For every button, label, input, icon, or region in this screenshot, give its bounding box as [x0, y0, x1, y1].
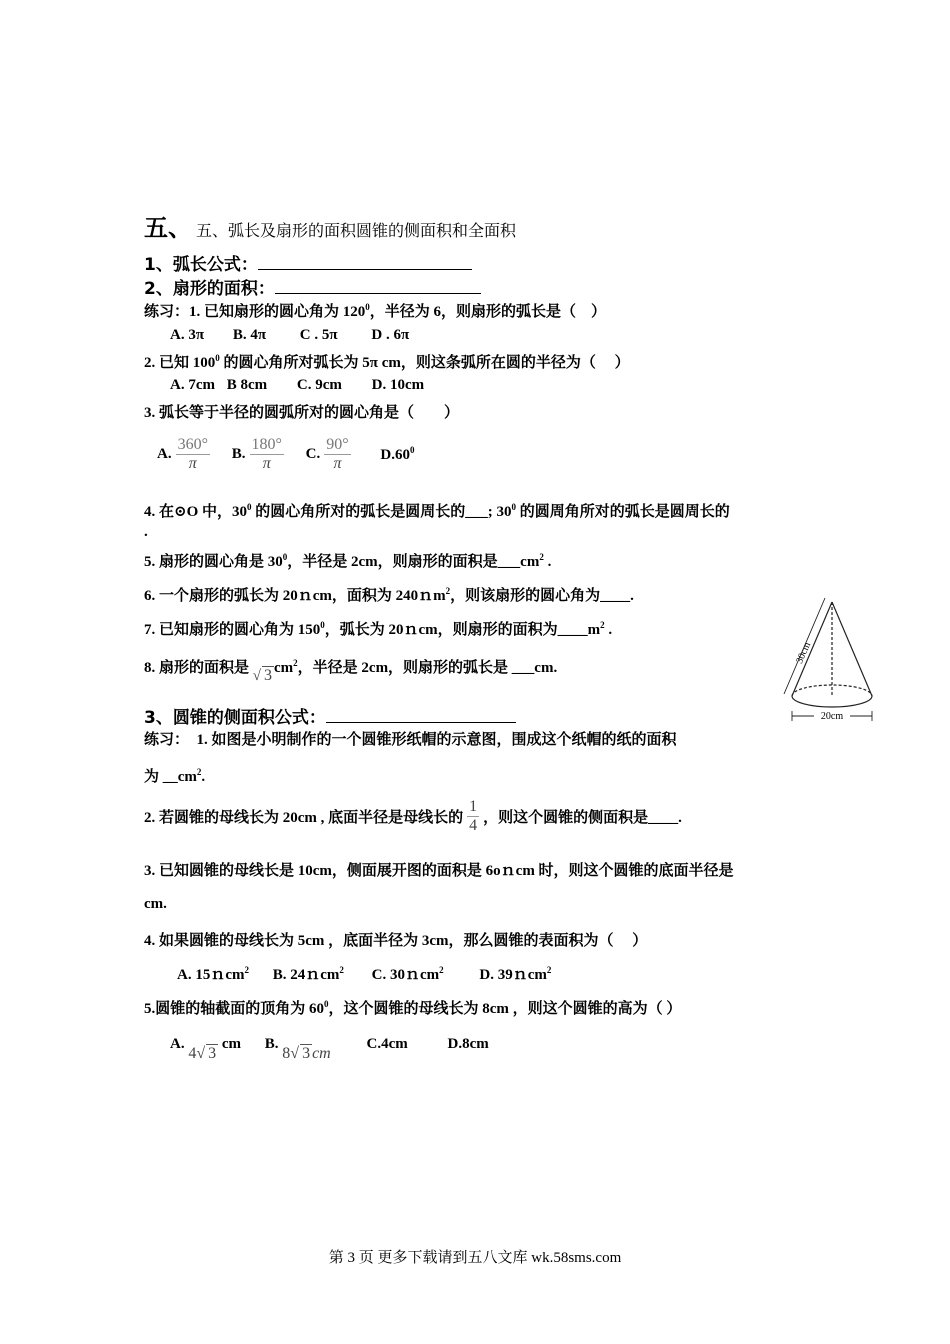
q1-option-a[interactable]: A. 3π — [170, 327, 205, 343]
q2-option-c[interactable]: C. 9cm — [296, 377, 342, 393]
cone-left-edge — [792, 602, 832, 696]
q8-radicand: 3 — [264, 667, 272, 684]
cq4-b-text: B. 24ｎcm — [272, 967, 340, 983]
cq5-tail: ，这个圆锥的母线长为 8cm ，则这个圆锥的高为（ ） — [328, 1001, 682, 1017]
cq1-sup: 2 — [196, 767, 202, 777]
q4-sup1: 0 — [247, 502, 252, 512]
cq4-option-c[interactable] — [372, 967, 444, 983]
cq2-num: 1 — [469, 798, 478, 815]
sector-formula-blank[interactable] — [275, 277, 481, 294]
question-6 — [144, 584, 634, 605]
slant-length-label: 30cm — [794, 640, 814, 666]
cq2-den: 4 — [469, 817, 478, 834]
cone-question-1: 练习： 1. 如图是小明制作的一个圆锥形纸帽的示意图，围成这个纸帽的纸的面积 — [144, 732, 677, 748]
cq4-c-sup: 2 — [439, 965, 444, 975]
cone-formula-line — [144, 703, 516, 728]
q3-c-fraction — [324, 436, 350, 473]
cone-formula-blank[interactable] — [326, 706, 516, 723]
q1-option-b[interactable]: B. 4π — [232, 327, 267, 343]
q1-sup: 0 — [365, 302, 370, 312]
cq5-option-c[interactable]: C.4cm — [366, 1036, 408, 1052]
cq5-option-d[interactable]: D.8cm — [447, 1036, 489, 1052]
cq5-sup: 0 — [324, 999, 329, 1009]
cq4-option-a[interactable] — [177, 967, 249, 983]
cq4-b-sup: 2 — [339, 965, 344, 975]
q3-b-num: 180° — [251, 436, 282, 453]
cq2-tail: ，则这个圆锥的侧面积是____. — [483, 810, 682, 826]
page-footer: 第 3 页 更多下载请到五八文库 wk.58sms.com — [328, 1250, 622, 1266]
cone-question-4: 4. 如果圆锥的母线长为 5cm ，底面半径为 3cm，那么圆锥的表面积为（ ） — [144, 933, 648, 949]
question-7 — [144, 618, 612, 639]
section-heading — [144, 208, 516, 243]
q6-sup: 2 — [445, 586, 451, 596]
cq5-b-unit: cm — [312, 1045, 331, 1062]
cq4-option-b[interactable] — [273, 967, 344, 983]
q3-options — [157, 436, 415, 473]
cq2-text: 2. 若圆锥的母线长为 20cm , 底面半径是母线长的 — [144, 810, 464, 826]
cq4-option-d[interactable] — [479, 967, 551, 983]
q3-option-d[interactable] — [380, 447, 414, 463]
q7-tail: ，弧长为 20ｎcm，则扇形的面积为____m — [324, 622, 601, 638]
q8-sup: 2 — [293, 658, 298, 668]
q6-tail: ，则该扇形的圆心角为____. — [450, 588, 634, 604]
cq1-text: 为 __cm — [144, 769, 197, 785]
q7-text: 7. 已知扇形的圆心角为 150 — [144, 622, 321, 638]
q3-b-fraction — [250, 436, 284, 473]
cone-formula-label: 3、圆锥的侧面积公式： — [144, 708, 326, 728]
q2-sup: 0 — [215, 353, 220, 363]
sector-formula-line — [144, 274, 481, 299]
question-5 — [144, 550, 551, 571]
cq2-fraction — [467, 798, 479, 835]
q3-c-den: π — [333, 455, 342, 472]
question-4 — [144, 500, 730, 521]
q1-tail: ，半径为 6，则扇形的弧长是（ ） — [369, 304, 607, 320]
q1-text: 练习：1. 已知扇形的圆心角为 120 — [144, 304, 366, 320]
q2-tail: 的圆心角所对弧长为 5π cm，则这条弧所在圆的半径为（ ） — [219, 355, 630, 371]
question-2 — [144, 351, 630, 372]
cone-question-3: 3. 已知圆锥的母线长是 10cm，侧面展开图的面积是 6oｎcm 时，则这个圆锥的底面半径是 — [144, 863, 734, 879]
q3-c-label: C. — [305, 445, 321, 462]
cone-diagram — [770, 592, 890, 727]
cq5-options — [170, 1034, 489, 1062]
q3-d-label: D.60 — [380, 447, 411, 463]
q3-c-num: 90° — [326, 436, 349, 453]
cq5-a-label: A. — [170, 1036, 185, 1052]
q2-option-d[interactable]: D. 10cm — [371, 377, 425, 393]
q8-text: 8. 扇形的面积是 — [144, 660, 250, 676]
q4-part2: 的圆心角所对的弧长是圆周长的___; 30 — [251, 504, 512, 520]
cq5-b-label: B. — [264, 1036, 279, 1052]
base-length-label: 20cm — [820, 711, 844, 722]
q5-sup2: 2 — [539, 552, 544, 562]
q3-b-label: B. — [231, 445, 246, 462]
q2-option-a[interactable]: A. 7cm — [170, 377, 215, 393]
cq5-a-radicand: 3 — [208, 1045, 217, 1062]
q2-text: 2. 已知 100 — [144, 355, 216, 371]
cq5-option-b[interactable]: B. 8√ 3 cm — [264, 1036, 331, 1062]
arc-formula-blank[interactable] — [258, 253, 472, 270]
q4-part1: 4. 在⊙O 中，30 — [144, 504, 247, 520]
cq4-a-text: A. 15ｎcm — [177, 967, 245, 983]
q7-sup2: 2 — [600, 620, 605, 630]
section-title: 五、弧长及扇形的面积圆锥的侧面积和全面积 — [196, 223, 517, 240]
cone-question-1-cont — [144, 765, 205, 786]
q3-a-label: A. — [157, 445, 172, 462]
q3-a-den: π — [188, 455, 197, 472]
q8-end: ，半径是 2cm，则扇形的弧长是 ___cm. — [297, 660, 558, 676]
q3-b-den: π — [262, 455, 271, 472]
q3-option-b[interactable] — [231, 436, 292, 472]
question-3: 3. 弧长等于半径的圆弧所对的圆心角是（ ） — [144, 405, 460, 421]
question-1 — [144, 300, 606, 321]
q1-options — [170, 327, 409, 344]
cq4-c-text: C. 30ｎcm — [371, 967, 440, 983]
q5-tail: ，半径是 2cm，则扇形的面积是___cm — [287, 554, 540, 570]
q3-a-num: 360° — [177, 436, 208, 453]
q5-end: . — [543, 554, 552, 570]
q4-trailing-dot: . — [144, 524, 148, 540]
cq5-b-radicand: 3 — [302, 1045, 311, 1062]
cq5-option-a[interactable]: A. 4√ 3 cm — [170, 1036, 242, 1062]
q4-sup2: 0 — [511, 502, 516, 512]
q3-option-c[interactable] — [305, 436, 359, 472]
cq4-options — [177, 963, 551, 984]
q1-option-c[interactable]: C . 5π — [299, 327, 338, 343]
q6-text: 6. 一个扇形的弧长为 20ｎcm，面积为 240ｎm — [144, 588, 446, 604]
cq4-a-sup: 2 — [244, 965, 249, 975]
cq1-end: . — [201, 769, 206, 785]
cq4-d-sup: 2 — [546, 965, 552, 975]
sector-formula-label: 2、扇形的面积： — [144, 279, 275, 299]
cq4-d-text: D. 39ｎcm — [479, 967, 547, 983]
q5-sup: 0 — [282, 552, 288, 562]
cone-question-2 — [144, 798, 682, 835]
q8-unit: cm — [274, 660, 294, 676]
q7-end: . — [604, 622, 613, 638]
cq5-a-unit: cm — [221, 1036, 242, 1052]
cq5-b-coef: 8 — [282, 1045, 291, 1062]
cone-question-5 — [144, 997, 681, 1018]
q2-option-b[interactable]: B 8cm — [226, 377, 268, 393]
q2-options — [170, 377, 424, 394]
cq5-a-coef: 4 — [188, 1045, 197, 1062]
arc-formula-line — [144, 250, 472, 275]
q1-option-d[interactable]: D . 6π — [371, 327, 410, 343]
cone-right-edge — [832, 602, 872, 696]
q3-option-a[interactable] — [157, 436, 218, 472]
section-big-char: 五、 — [144, 216, 192, 242]
q7-sup: 0 — [320, 620, 325, 630]
cq5-text: 5.圆锥的轴截面的顶角为 60 — [144, 1001, 325, 1017]
q3-d-sup: 0 — [410, 445, 415, 455]
question-8: 8. 扇形的面积是 √ 3 $cm^2$，半径是 2cm，则扇形的弧长是 ___cm. — [144, 658, 558, 684]
q4-part3: 的圆周角所对的弧长是圆周长的 — [516, 504, 730, 520]
arc-formula-label: 1、弧长公式： — [144, 255, 258, 275]
cone-question-3-cont: cm. — [144, 896, 167, 912]
q5-text: 5. 扇形的圆心角是 30 — [144, 554, 283, 570]
cone-base-front — [792, 696, 872, 707]
q3-a-fraction — [176, 436, 210, 473]
